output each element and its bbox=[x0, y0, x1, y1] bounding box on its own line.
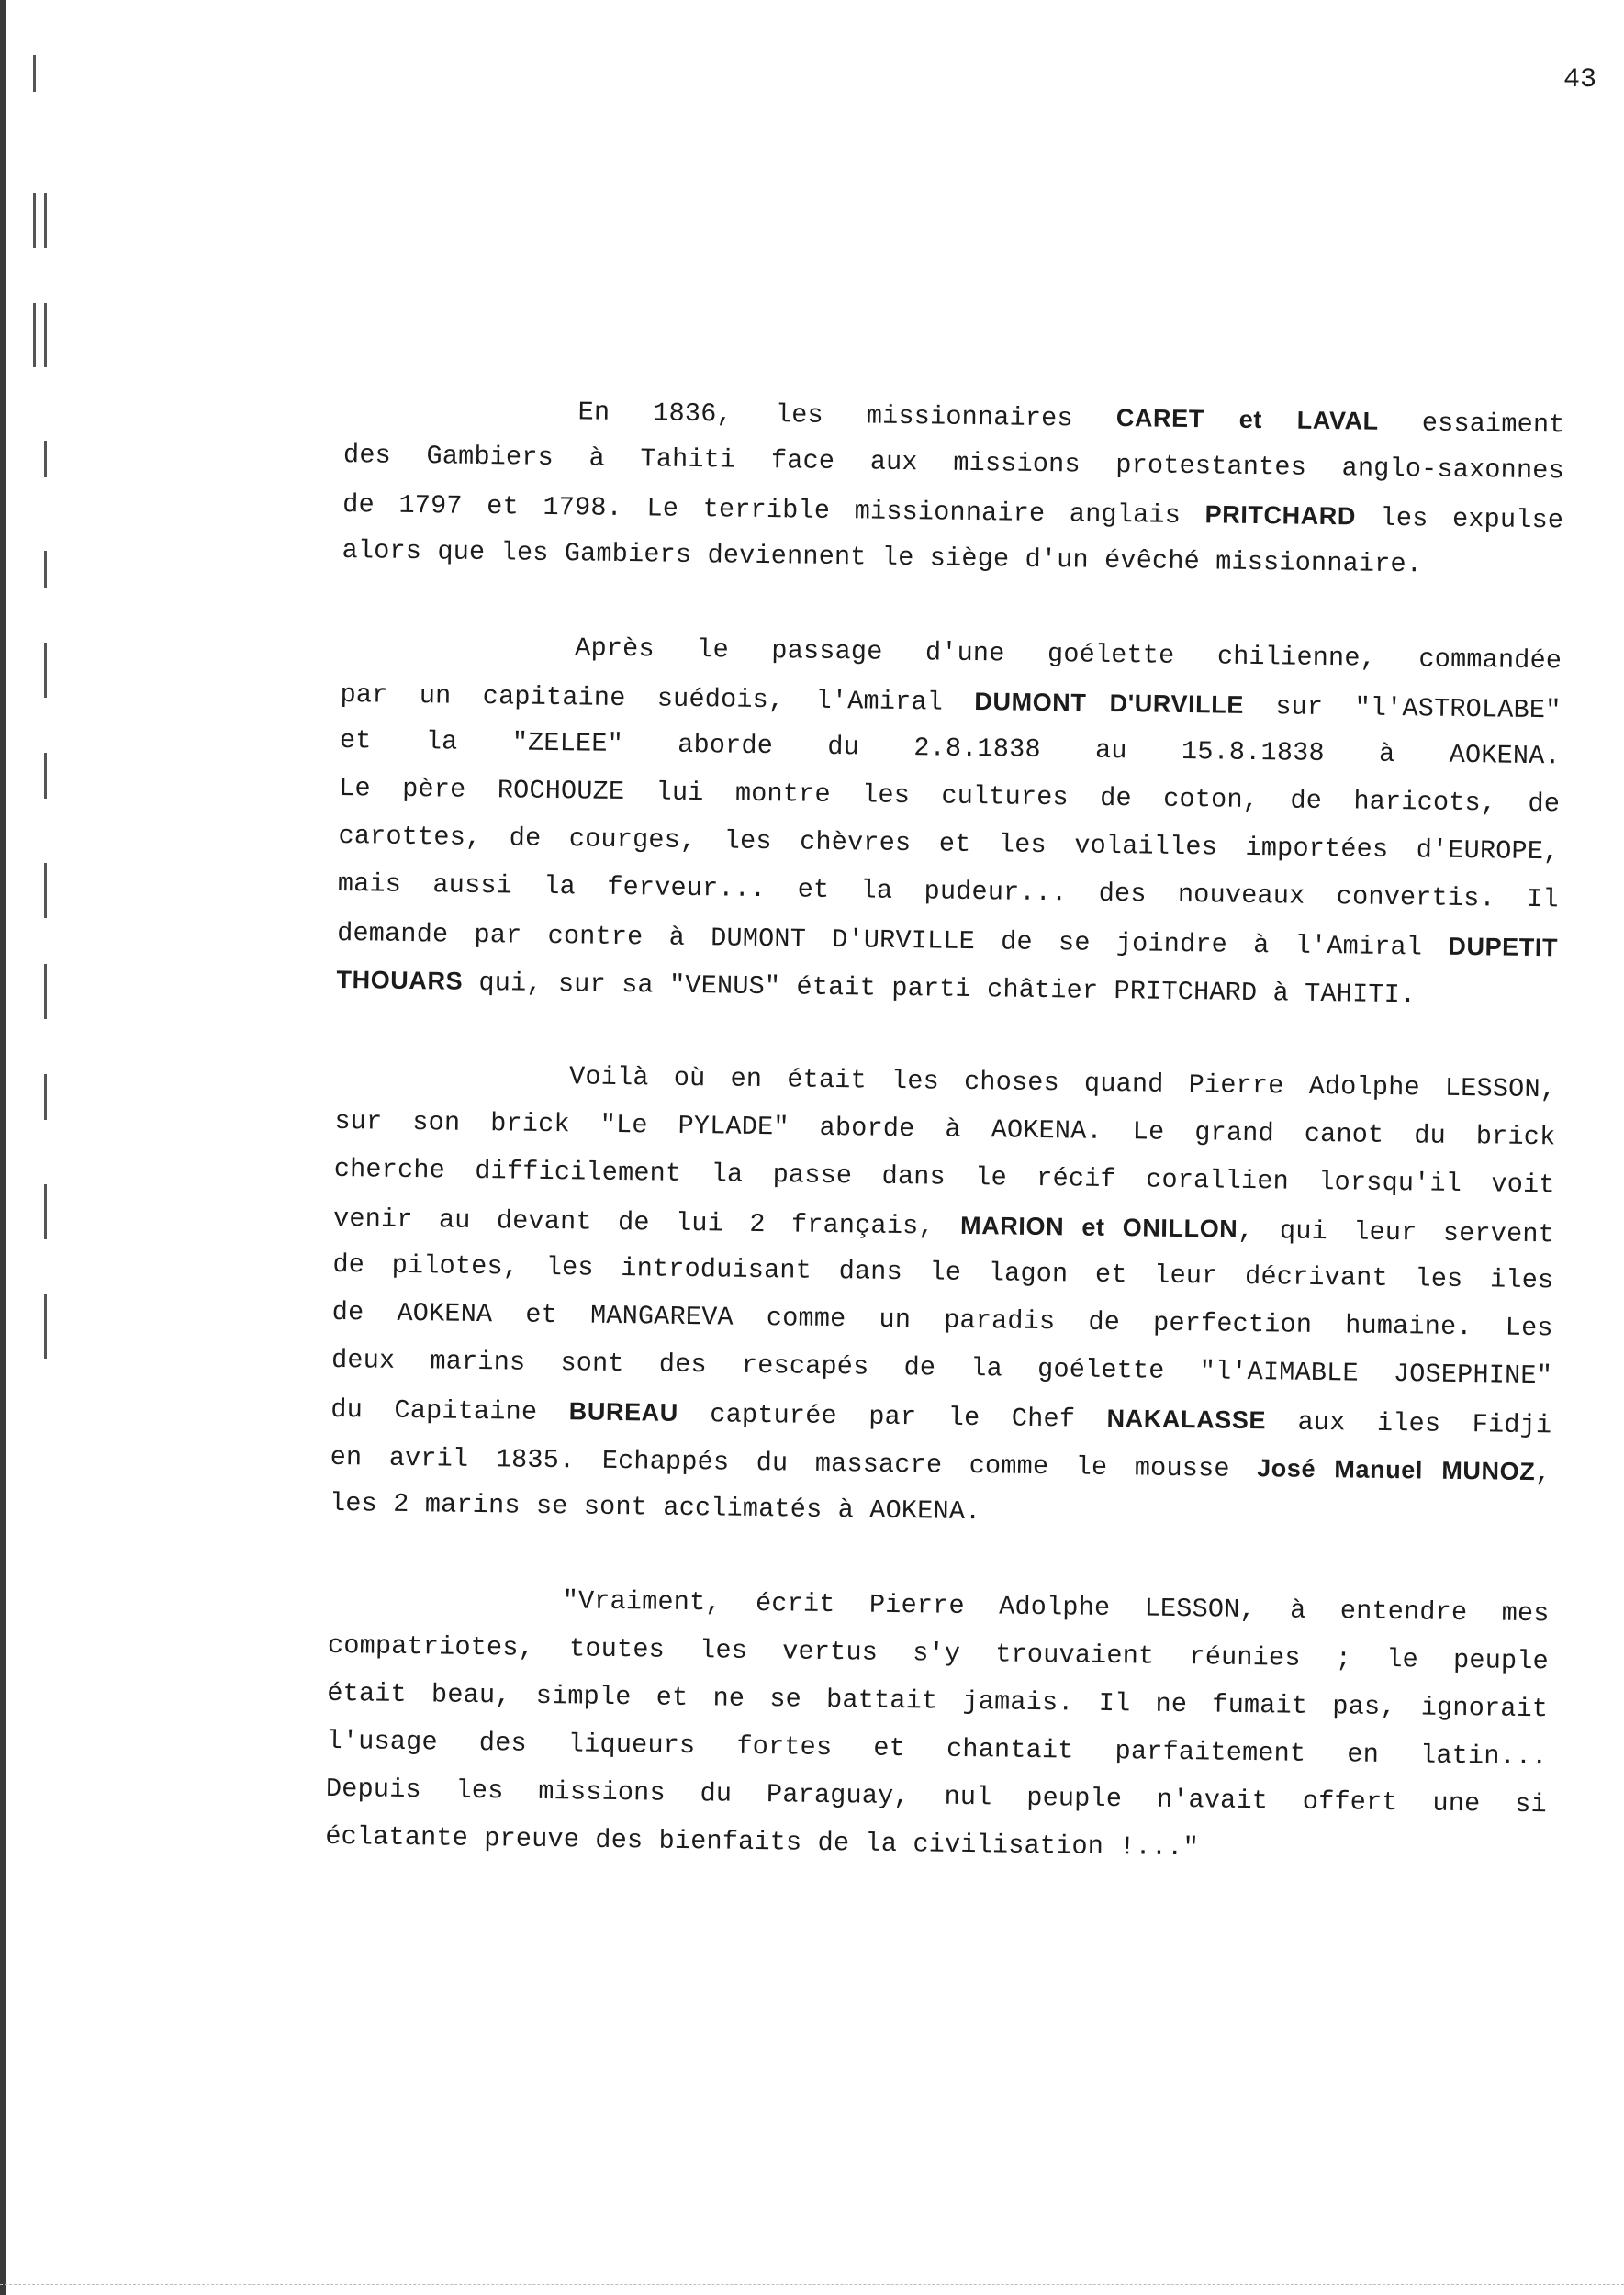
text-run: Depuis les missions du Paraguay, nul peuple n'avait offert une si bbox=[325, 1773, 1548, 1820]
text-run: compatriotes, toutes les vertus s'y trouvaient réunies ; le peuple bbox=[327, 1629, 1550, 1677]
text-run: sur "l'ASTROLABE" bbox=[1243, 690, 1562, 726]
text-run: des Gambiers à Tahiti face aux missions protestantes anglo-saxonnes bbox=[342, 439, 1565, 487]
text-run: les expulse bbox=[1355, 502, 1564, 536]
text-run: de AOKENA et MANGAREVA comme un paradis de perfection humaine. Les bbox=[331, 1296, 1553, 1344]
text-run: demande par contre à DUMONT D'URVILLE de se joindre à l'Amiral bbox=[336, 917, 1449, 963]
text-run: En 1836, les missionnaires bbox=[577, 397, 1117, 435]
text-run: de 1797 et 1798. Le terrible missionnaire anglais bbox=[342, 488, 1205, 532]
bold-name: NAKALASSE bbox=[1106, 1404, 1267, 1435]
binding-edge bbox=[0, 0, 6, 2295]
text-run: sur son brick "Le PYLADE" aborde à AOKENA. Le grand canot du brick bbox=[334, 1105, 1556, 1153]
bold-name: DUMONT D'URVILLE bbox=[974, 688, 1245, 719]
paragraph-4 bbox=[325, 1574, 1550, 1876]
text-run: aux iles Fidji bbox=[1265, 1406, 1552, 1441]
text-run: , bbox=[1535, 1458, 1551, 1489]
text-run: Après le passage d'une goélette chilienne, commandée bbox=[575, 633, 1562, 677]
text-run: qui, sur sa "VENUS" était parti châtier PRITCHARD à TAHITI. bbox=[462, 967, 1417, 1011]
text-run: mais aussi la ferveur... et la pudeur... des nouveaux convertis. Il bbox=[337, 868, 1559, 915]
text-run: deux marins sont des rescapés de la goélette "l'AIMABLE JOSEPHINE" bbox=[330, 1344, 1553, 1392]
text-run: "Vraiment, écrit Pierre Adolphe LESSON, à entendre mes bbox=[562, 1585, 1550, 1629]
text-run: les 2 marins se sont acclimatés à AOKENA. bbox=[329, 1487, 981, 1528]
paragraph-2 bbox=[336, 621, 1562, 1019]
paragraph-3 bbox=[330, 1050, 1557, 1543]
bold-name: DUPETIT bbox=[1448, 932, 1559, 962]
text-run: éclatante preuve des bienfaits de la civilisation !..." bbox=[325, 1820, 1200, 1864]
text-run: de pilotes, les introduisant dans le lagon et leur décrivant les iles bbox=[332, 1248, 1554, 1296]
text-run: alors que les Gambiers deviennent le siège d'un évêché missionnaire. bbox=[342, 534, 1423, 580]
bold-name: José Manuel MUNOZ bbox=[1256, 1454, 1536, 1486]
text-run: carottes, de courges, les chèvres et les volailles importées d'EUROPE, bbox=[338, 820, 1560, 868]
text-run: l'usage des liqueurs fortes et chantait parfaitement en latin... bbox=[326, 1725, 1548, 1773]
text-run: venir au devant de lui 2 français, bbox=[332, 1203, 961, 1242]
paragraph-1 bbox=[342, 384, 1565, 590]
bold-name: CARET et LAVAL bbox=[1115, 404, 1379, 435]
bold-name: PRITCHARD bbox=[1204, 500, 1357, 531]
text-run: par un capitaine suédois, l'Amiral bbox=[340, 678, 975, 719]
document-body bbox=[324, 384, 1565, 1923]
text-run: , qui leur servent bbox=[1238, 1215, 1555, 1250]
page-bottom-edge bbox=[0, 2284, 1624, 2286]
text-run: en avril 1835. Echappés du massacre comme le mousse bbox=[330, 1441, 1258, 1485]
text-run: était beau, simple et ne se battait jamais. Il ne fumait pas, ignorait bbox=[327, 1677, 1549, 1725]
bold-name: MARION et ONILLON bbox=[959, 1211, 1238, 1243]
text-run: capturée par le Chef bbox=[678, 1398, 1107, 1435]
bold-name: BUREAU bbox=[568, 1397, 679, 1427]
text-run: du Capitaine bbox=[330, 1394, 569, 1428]
text-run: cherche difficilement la passe dans le récif corallien lorsqu'il voit bbox=[333, 1153, 1555, 1201]
text-run: Voilà où en était les choses quand Pierre Adolphe LESSON, bbox=[568, 1061, 1557, 1105]
text-run: et la "ZELEE" aborde du 2.8.1838 au 15.8.1838 à AOKENA. bbox=[339, 724, 1562, 772]
margin-marks bbox=[28, 0, 64, 2295]
bold-name: THOUARS bbox=[336, 965, 464, 995]
text-run: Le père ROCHOUZE lui montre les cultures de coton, de haricots, de bbox=[339, 772, 1561, 820]
text-run: essaiment bbox=[1378, 407, 1565, 441]
page-number: 43 bbox=[1562, 64, 1596, 95]
